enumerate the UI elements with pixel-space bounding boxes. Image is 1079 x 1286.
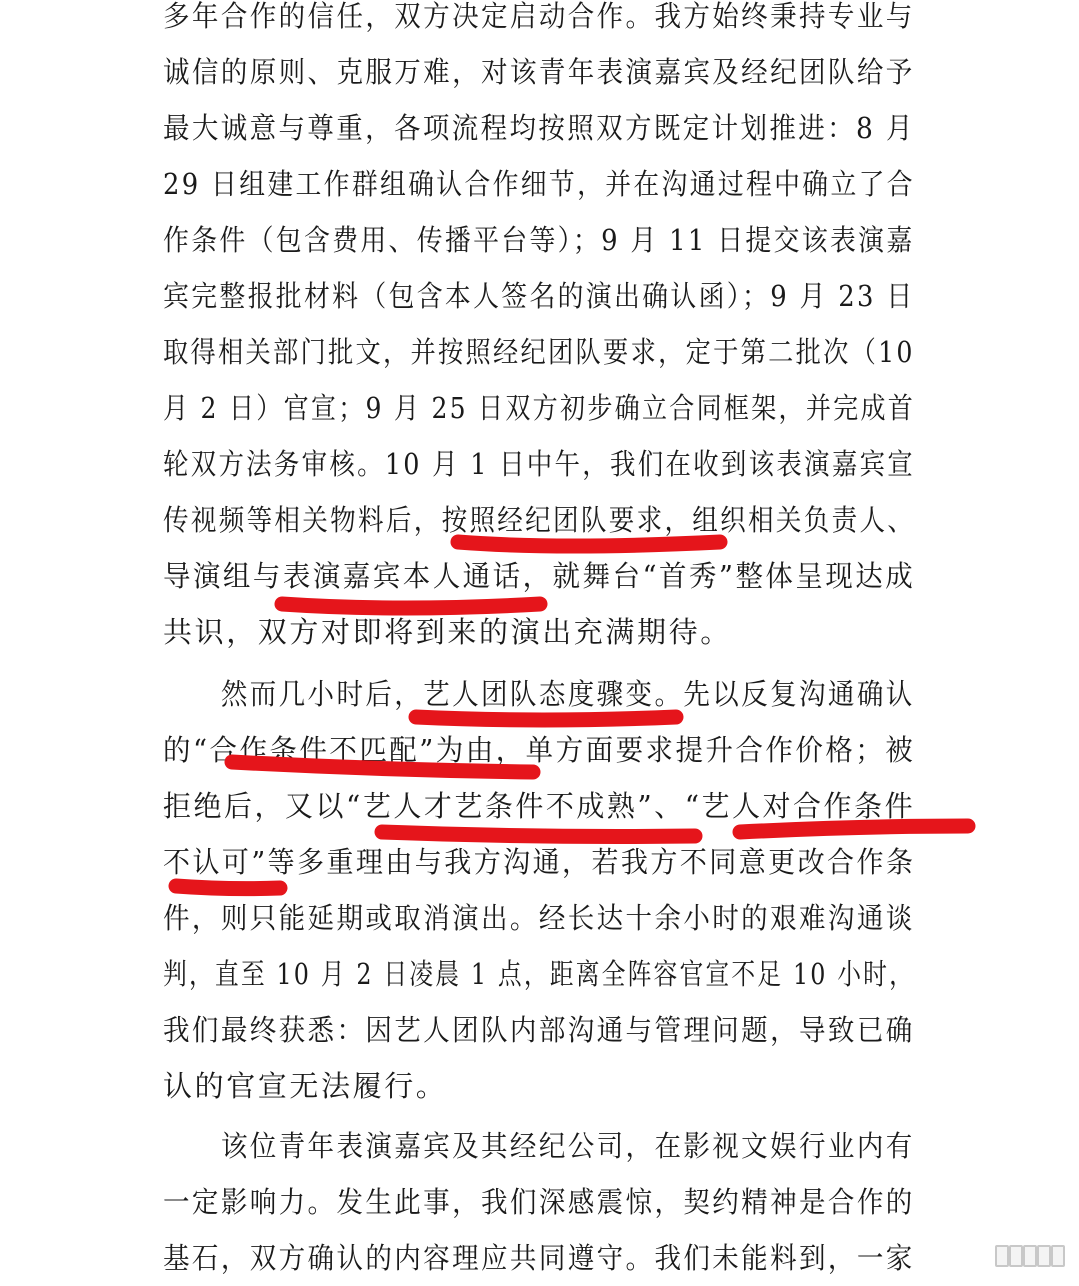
- text-line: 导演组与表演嘉宾本人通话，就舞台“首秀”整体呈现达成: [163, 559, 916, 593]
- text-line: 然而几小时后，艺人团队态度骤变。先以反复沟通确认: [163, 677, 915, 711]
- text-line: 作条件（包含费用、传播平台等）；9 月 11 日提交该表演嘉: [163, 223, 915, 257]
- text-line: 件，则只能延期或取消演出。经长达十余小时的艰难沟通谈: [163, 901, 915, 935]
- text-line: 29 日组建工作群组确认合作细节，并在沟通过程中确立了合: [163, 167, 915, 201]
- app-watermark-icon: [995, 1239, 1065, 1267]
- text-line: 最大诚意与尊重，各项流程均按照双方既定计划推进：8 月: [163, 111, 915, 145]
- text-line: 取得相关部门批文，并按照经纪团队要求，定于第二批次（10: [163, 335, 915, 369]
- text-line: 一定影响力。发生此事，我们深感震惊，契约精神是合作的: [163, 1185, 915, 1219]
- text-line: 不认可”等多重理由与我方沟通，若我方不同意更改合作条: [163, 845, 916, 879]
- text-line: 认的官宣无法履行。: [163, 1069, 448, 1103]
- text-line: 共识，双方对即将到来的演出充满期待。: [163, 615, 732, 649]
- text-line: 基石，双方确认的内容理应共同遵守。我们未能料到，一家: [163, 1241, 915, 1275]
- text-line: 判，直至 10 月 2 日凌晨 1 点，距离全阵容官宣不足 10 小时，: [163, 957, 916, 991]
- text-line: 月 2 日）官宣；9 月 25 日双方初步确立合同框架，并完成首: [163, 391, 916, 425]
- text-line: 诚信的原则、克服万难，对该青年表演嘉宾及经纪团队给予: [163, 55, 915, 89]
- text-line: 的“合作条件不匹配”为由，单方面要求提升合作价格；被: [163, 733, 916, 767]
- text-line: 宾完整报批材料（包含本人签名的演出确认函）；9 月 23 日: [163, 279, 915, 313]
- text-line: 多年合作的信任，双方决定启动合作。我方始终秉持专业与: [163, 0, 915, 33]
- text-line: 传视频等相关物料后，按照经纪团队要求，组织相关负责人、: [163, 503, 916, 537]
- text-line: 拒绝后，又以“艺人才艺条件不成熟”、“艺人对合作条件: [163, 789, 916, 823]
- text-line: 我们最终获悉：因艺人团队内部沟通与管理问题，导致已确: [163, 1013, 915, 1047]
- text-line: 该位青年表演嘉宾及其经纪公司，在影视文娱行业内有: [163, 1129, 915, 1163]
- text-line: 轮双方法务审核。10 月 1 日中午，我们在收到该表演嘉宾宣: [163, 447, 916, 481]
